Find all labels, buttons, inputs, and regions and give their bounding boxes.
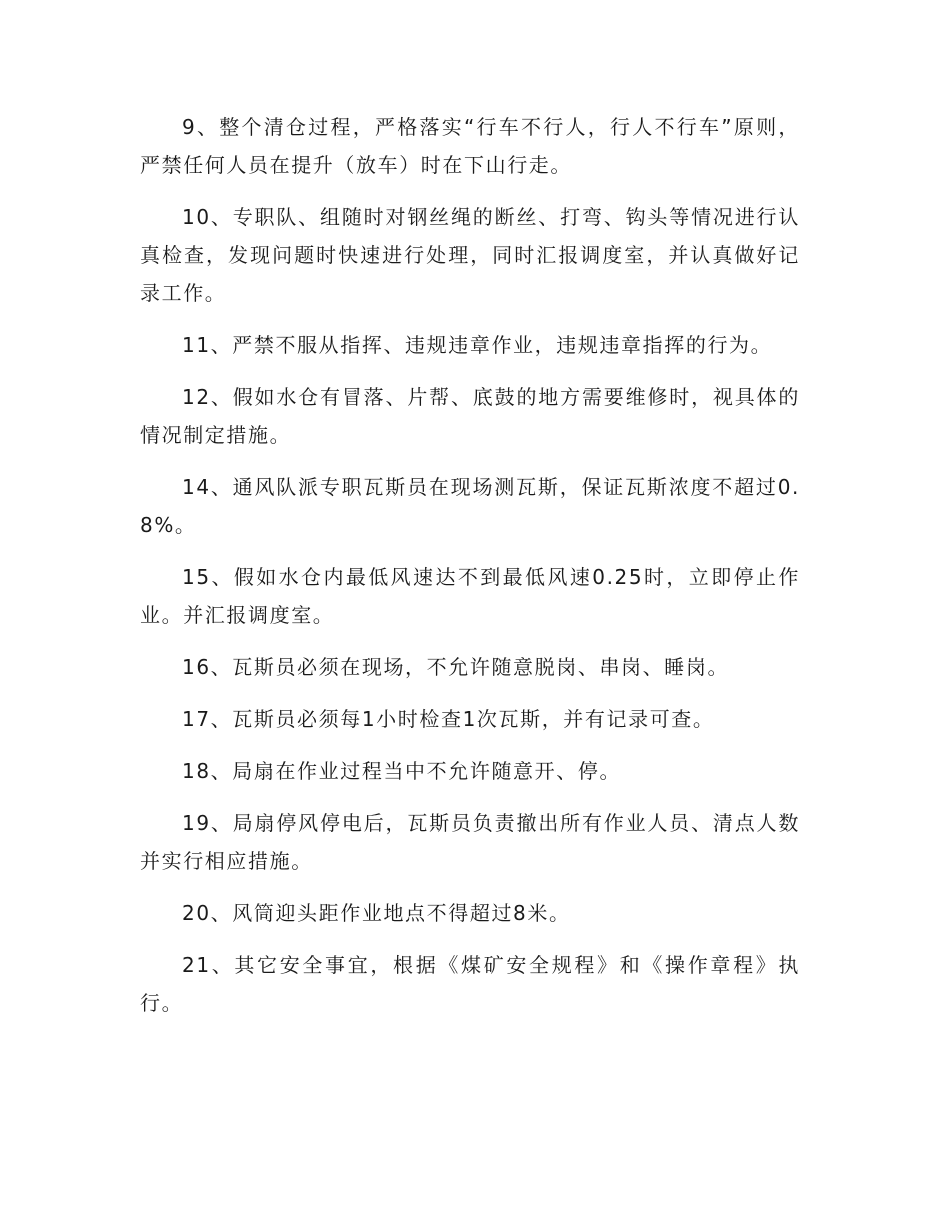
document-body [140, 108, 800, 1036]
paragraph-17: 17、瓦斯员必须每1小时检查1次瓦斯，并有记录可查。 [182, 707, 715, 731]
paragraph-16: 16、瓦斯员必须在现场，不允许随意脱岗、串岗、睡岗。 [182, 655, 730, 679]
paragraph-9: 9、整个清仓过程，严格落实“行车不行人，行人不行车”原则，严禁任何人员在提升（放车）时在下山行走。 [140, 115, 800, 177]
paragraph-21: 21、其它安全事宜，根据《煤矿安全规程》和《操作章程》执行。 [140, 953, 800, 1015]
paragraph-15: 15、假如水仓内最低风速达不到最低风速0.25时，立即停止作业。并汇报调度室。 [140, 565, 800, 627]
paragraph-18: 18、局扇在作业过程当中不允许随意开、停。 [182, 759, 622, 783]
paragraph-10: 10、专职队、组随时对钢丝绳的断丝、打弯、钩头等情况进行认真检查，发现问题时快速进行处理，同时汇报调度室，并认真做好记录工作。 [140, 205, 800, 305]
paragraph-12: 12、假如水仓有冒落、片帮、底鼓的地方需要维修时，视具体的情况制定措施。 [140, 385, 800, 447]
paragraph-11: 11、严禁不服从指挥、违规违章作业，违规违章指挥的行为。 [182, 333, 773, 357]
paragraph-14: 14、通风队派专职瓦斯员在现场测瓦斯，保证瓦斯浓度不超过0.8%。 [140, 475, 800, 537]
paragraph-20: 20、风筒迎头距作业地点不得超过8米。 [182, 901, 571, 925]
paragraph-19: 19、局扇停风停电后，瓦斯员负责撤出所有作业人员、清点人数并实行相应措施。 [140, 811, 800, 873]
